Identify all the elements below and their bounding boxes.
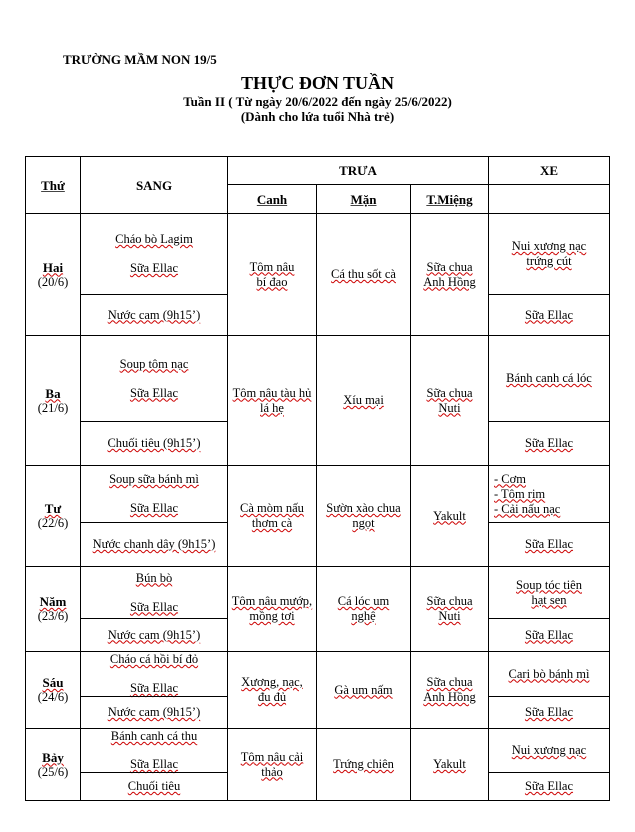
sang-main-cell (80, 465, 228, 523)
sang-snack-cell (80, 696, 228, 729)
tmieng-item: Sữa chua (426, 675, 473, 689)
canh-item: Tôm nâu (249, 259, 295, 274)
xe-milk-cell (488, 294, 610, 336)
xe-milk-item: Sữa Ellac (524, 779, 574, 793)
day-cell (25, 728, 81, 801)
canh-item: Tôm nâu mướp, (231, 594, 313, 608)
header-trua-label: TRƯA (339, 163, 377, 178)
xe-main-item: Nui xương nạc (511, 743, 587, 757)
canh-item: Tôm nâu tàu hủ (232, 385, 312, 400)
header-man-label: Mặn (350, 191, 377, 207)
school-name: TRƯỜNG MẦM NON 19/5 (63, 52, 217, 67)
sang-main-item: Sữa Ellac (129, 501, 179, 515)
man-item: Cá lóc um (337, 594, 390, 608)
xe-milk-item: Sữa Ellac (524, 705, 574, 719)
header-thu (25, 156, 81, 214)
canh-item: Cà mòm nấu (240, 501, 304, 515)
tmieng-cell (410, 335, 489, 466)
tmieng-cell (410, 728, 489, 801)
canh-item: bí đao (256, 274, 288, 289)
tmieng-cell (410, 213, 489, 336)
xe-main-cell (488, 335, 610, 422)
week-range: Tuần II ( Từ ngày 20/6/2022 đến ngày 25/6/2022) (183, 94, 452, 109)
xe-milk-cell (488, 421, 610, 466)
sang-main-item: Sữa Ellac (129, 385, 179, 400)
day-cell (25, 651, 81, 729)
canh-item: Xương, nạc, (241, 675, 303, 689)
man-cell (316, 213, 411, 336)
xe-milk-item: Sữa Ellac (524, 307, 574, 322)
xe-main-item: Nui xương nạc (511, 239, 587, 253)
tmieng-cell (410, 566, 489, 652)
man-cell (316, 566, 411, 652)
day-cell (25, 213, 81, 336)
sang-snack-cell (80, 618, 228, 652)
canh-item: thơm cà (251, 516, 293, 530)
man-item: Cá thu sốt cà (331, 267, 396, 281)
header-xe-blank (488, 184, 610, 214)
day-date: (22/6) (37, 516, 69, 530)
tmieng-item: Nuti (438, 609, 461, 623)
sang-snack-item: Nước chanh dây (9h15’) (92, 537, 216, 551)
tmieng-item: Sữa chua (426, 594, 473, 608)
sang-main-item: Cháo bò Lagim (115, 232, 193, 246)
tmieng-item: Nuti (438, 400, 461, 415)
header-xe-label: XE (539, 163, 559, 178)
sang-main-item: Sữa Ellac (129, 681, 179, 695)
tmieng-cell (410, 651, 489, 729)
sang-snack-item: Chuối tiêu (9h15’) (107, 436, 201, 450)
header-trua (227, 156, 489, 185)
sang-main-cell (80, 566, 228, 619)
xe-main-item: - Cải nấu nạc (494, 501, 561, 516)
sang-main-item: Soup tôm nạc (119, 356, 189, 371)
sang-main-item: Bánh canh cá thu (110, 729, 198, 743)
man-cell (316, 728, 411, 801)
header-tmieng-label: T.Miệng (426, 191, 473, 207)
day-name: Ba (45, 385, 61, 401)
day-date: (23/6) (37, 609, 69, 623)
menu-title: THỰC ĐƠN TUẦN (240, 73, 394, 93)
man-item: Gà um nấm (334, 682, 393, 697)
header-tmieng (410, 184, 489, 214)
xe-main-cell (488, 213, 610, 295)
man-item: nghệ (351, 609, 376, 623)
day-name: Tư (44, 501, 62, 516)
header-xe (488, 156, 610, 185)
xe-main-item: - Tôm rim (494, 486, 546, 501)
tmieng-item: Anh Hồng (423, 690, 476, 704)
tmieng-item: Anh Hồng (423, 274, 476, 289)
day-date: (21/6) (37, 400, 69, 415)
sang-snack-cell (80, 294, 228, 336)
xe-milk-cell (488, 618, 610, 652)
sang-main-item: Bún bò (135, 570, 173, 585)
day-date: (24/6) (37, 690, 69, 704)
sang-snack-item: Nước cam (9h15’) (107, 307, 201, 322)
canh-item: đu đủ (257, 690, 287, 704)
canh-cell (227, 566, 317, 652)
day-cell (25, 465, 81, 567)
xe-main-item: trứng cút (526, 254, 572, 268)
canh-cell (227, 728, 317, 801)
sang-snack-item: Nước cam (9h15’) (107, 705, 201, 719)
sang-main-cell (80, 728, 228, 773)
header-sang-label: SANG (135, 177, 173, 193)
xe-main-item: Bánh canh cá lóc (506, 371, 592, 385)
sang-main-cell (80, 213, 228, 295)
day-cell (25, 566, 81, 652)
header-thu-label: Thứ (41, 177, 65, 193)
day-date: (25/6) (37, 764, 69, 779)
day-name: Bảy (42, 749, 64, 765)
canh-item: mồng tơi (249, 609, 295, 623)
xe-main-item: - Cơm (494, 471, 526, 486)
man-item: Xíu mại (343, 393, 384, 407)
xe-main-cell (488, 728, 610, 773)
xe-main-item: Cari bò bánh mì (508, 666, 590, 681)
man-cell (316, 651, 411, 729)
day-name: Năm (39, 594, 67, 609)
tmieng-item: Sữa chua (426, 259, 473, 274)
canh-item: Tôm nâu cải (240, 749, 304, 764)
xe-main-item: hạt sen (531, 592, 567, 607)
canh-cell (227, 465, 317, 567)
sang-snack-cell (80, 522, 228, 567)
canh-item: lá hẹ (260, 400, 284, 415)
header-man (316, 184, 411, 214)
sang-main-item: Soup sữa bánh mì (109, 472, 199, 486)
man-cell (316, 335, 411, 466)
xe-main-item: Soup tóc tiên (516, 577, 582, 592)
man-item: Sườn xào chua (326, 501, 401, 515)
sang-main-item: Sữa Ellac (129, 599, 179, 614)
xe-milk-item: Sữa Ellac (524, 436, 574, 450)
xe-milk-cell (488, 696, 610, 729)
xe-main-cell (488, 566, 610, 619)
sang-snack-cell (80, 421, 228, 466)
sang-snack-cell (80, 772, 228, 801)
canh-cell (227, 651, 317, 729)
xe-milk-item: Sữa Ellac (524, 537, 574, 551)
xe-main-cell (488, 651, 610, 697)
day-date: (20/6) (37, 274, 69, 289)
tmieng-cell (410, 465, 489, 567)
xe-milk-cell (488, 772, 610, 801)
day-name: Hai (42, 259, 64, 275)
sang-main-item: Sữa Ellac (129, 757, 179, 771)
man-cell (316, 465, 411, 567)
tmieng-item: Sữa chua (426, 385, 473, 400)
canh-item: thảo (261, 764, 283, 779)
canh-cell (227, 335, 317, 466)
sang-main-item: Cháo cá hồi bí đỏ (109, 652, 199, 666)
xe-milk-item: Sữa Ellac (524, 627, 574, 642)
sang-snack-item: Chuối tiêu (127, 779, 181, 793)
man-item: Trứng chiên (333, 757, 394, 771)
sang-main-item: Sữa Ellac (129, 261, 179, 275)
sang-main-cell (80, 651, 228, 697)
canh-cell (227, 213, 317, 336)
sang-snack-item: Nước cam (9h15’) (107, 627, 201, 642)
age-group: (Dành cho lứa tuổi Nhà trẻ) (240, 109, 395, 124)
day-cell (25, 335, 81, 466)
header-canh-label: Canh (256, 191, 288, 207)
man-item: ngọt (352, 516, 375, 530)
tmieng-item: Yakult (433, 757, 466, 771)
day-name: Sáu (42, 675, 64, 690)
sang-main-cell (80, 335, 228, 422)
tmieng-item: Yakult (433, 508, 466, 523)
xe-milk-cell (488, 522, 610, 567)
xe-main-cell (488, 465, 610, 523)
header-canh (227, 184, 317, 214)
header-sang (80, 156, 228, 214)
